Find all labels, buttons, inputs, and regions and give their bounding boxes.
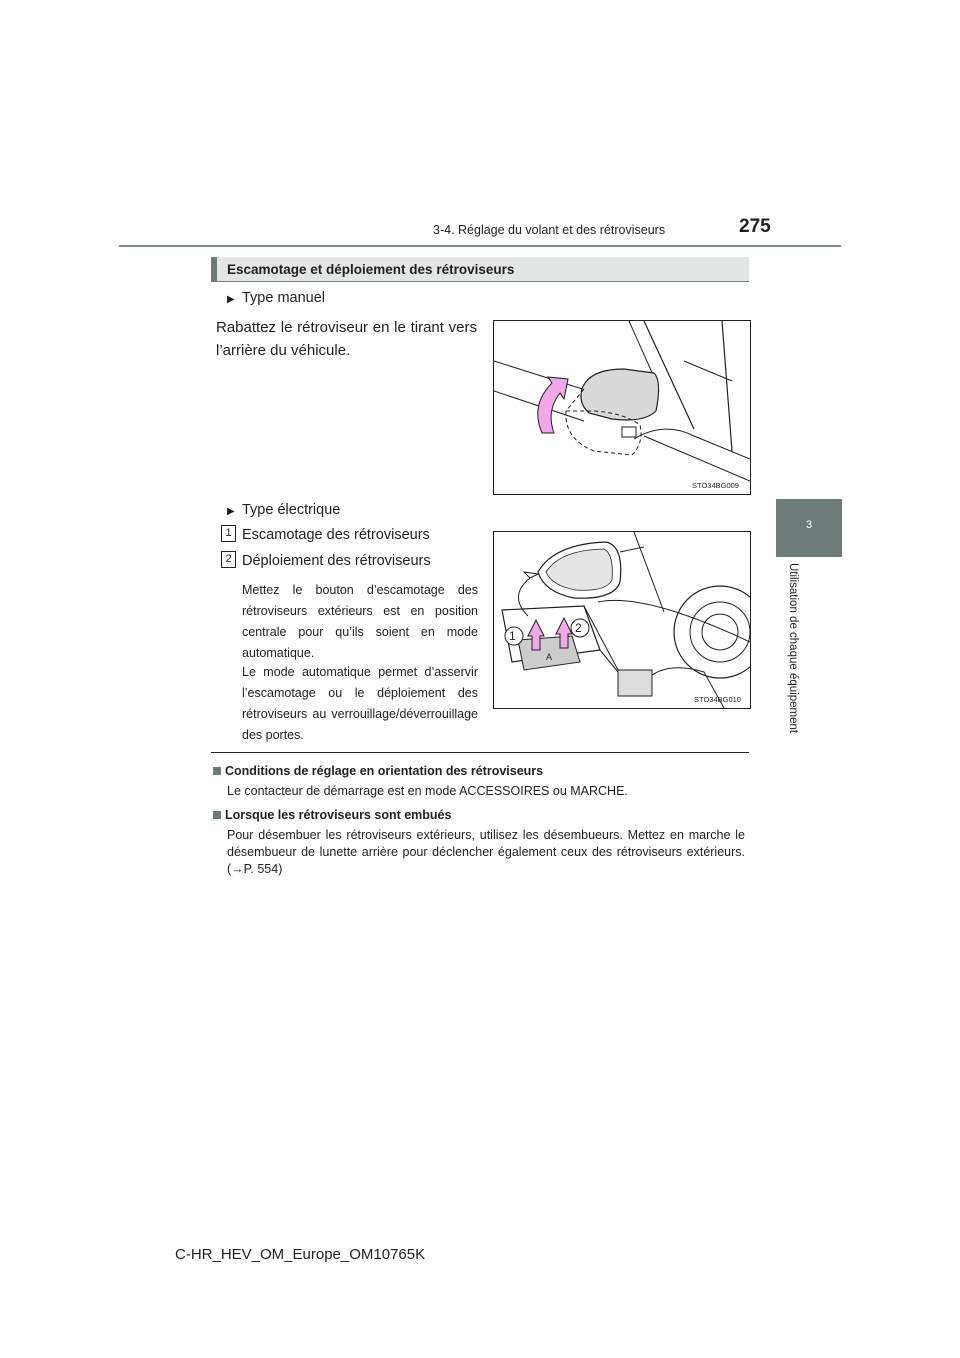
electric-figure-code: STO34BG010 — [694, 695, 741, 704]
manual-type-text: Rabattez le rétroviseur en le tirant vers l’arrière du véhicule. — [216, 319, 477, 359]
notes-divider — [211, 752, 749, 753]
electric-mirror-illustration — [494, 532, 750, 708]
callout-1: 1 — [509, 629, 516, 643]
chapter-tab — [776, 499, 842, 557]
header-rule — [119, 245, 841, 247]
callout-2: 2 — [575, 621, 582, 635]
step-number-2: 2 — [221, 551, 236, 568]
triangle-bullet-icon: ▶ — [227, 506, 235, 517]
chapter-title: Utilisation de chaque équipement — [787, 563, 799, 734]
manual-figure-code: STO34BG009 — [692, 481, 739, 490]
step-1-text: Escamotage des rétroviseurs — [242, 527, 430, 543]
note-2-body: Pour désembuer les rétroviseurs extérieurs, utilisez les désembueurs. Mettez en marche le désembueur de lunette arrière pour déclencher également ceux des rétroviseurs extérieurs. (→P. 554) — [227, 828, 745, 876]
header-section-title: 3-4. Réglage du volant et des rétroviseurs — [433, 223, 666, 237]
section-title-underline — [211, 281, 749, 282]
switch-letter: A — [546, 652, 553, 662]
manual-mirror-illustration — [494, 321, 750, 494]
note-square-icon — [213, 811, 221, 819]
note-1-body: Le contacteur de démarrage est en mode ACCESSOIRES ou MARCHE. — [227, 784, 628, 798]
note-2-title: Lorsque les rétroviseurs sont embués — [225, 808, 452, 822]
document-code: C-HR_HEV_OM_Europe_OM10765K — [175, 1246, 426, 1263]
section-title-accent — [211, 257, 217, 281]
triangle-bullet-icon: ▶ — [227, 294, 235, 305]
chapter-number: 3 — [805, 519, 813, 531]
note-1-title: Conditions de réglage en orientation des rétroviseurs — [225, 764, 544, 778]
manual-mirror-figure — [493, 320, 751, 495]
step-2-text: Déploiement des rétroviseurs — [242, 553, 431, 569]
electric-note-1: Mettez le bouton d’escamotage des rétroviseurs extérieurs est en position centrale pour qu’ils soient en mode automatique. — [242, 583, 478, 660]
step-number-1: 1 — [221, 525, 236, 542]
electric-mirror-figure — [493, 531, 751, 709]
electric-type-label: Type électrique — [242, 502, 341, 518]
manual-type-label: Type manuel — [242, 290, 326, 306]
electric-note-2: Le mode automatique permet d’asservir l’escamotage ou le déploiement des rétroviseurs au verrouillage/déverrouillage des portes. — [242, 665, 478, 742]
page-number: 275 — [739, 216, 771, 237]
note-square-icon — [213, 767, 221, 775]
section-title: Escamotage et déploiement des rétroviseurs — [227, 262, 515, 277]
